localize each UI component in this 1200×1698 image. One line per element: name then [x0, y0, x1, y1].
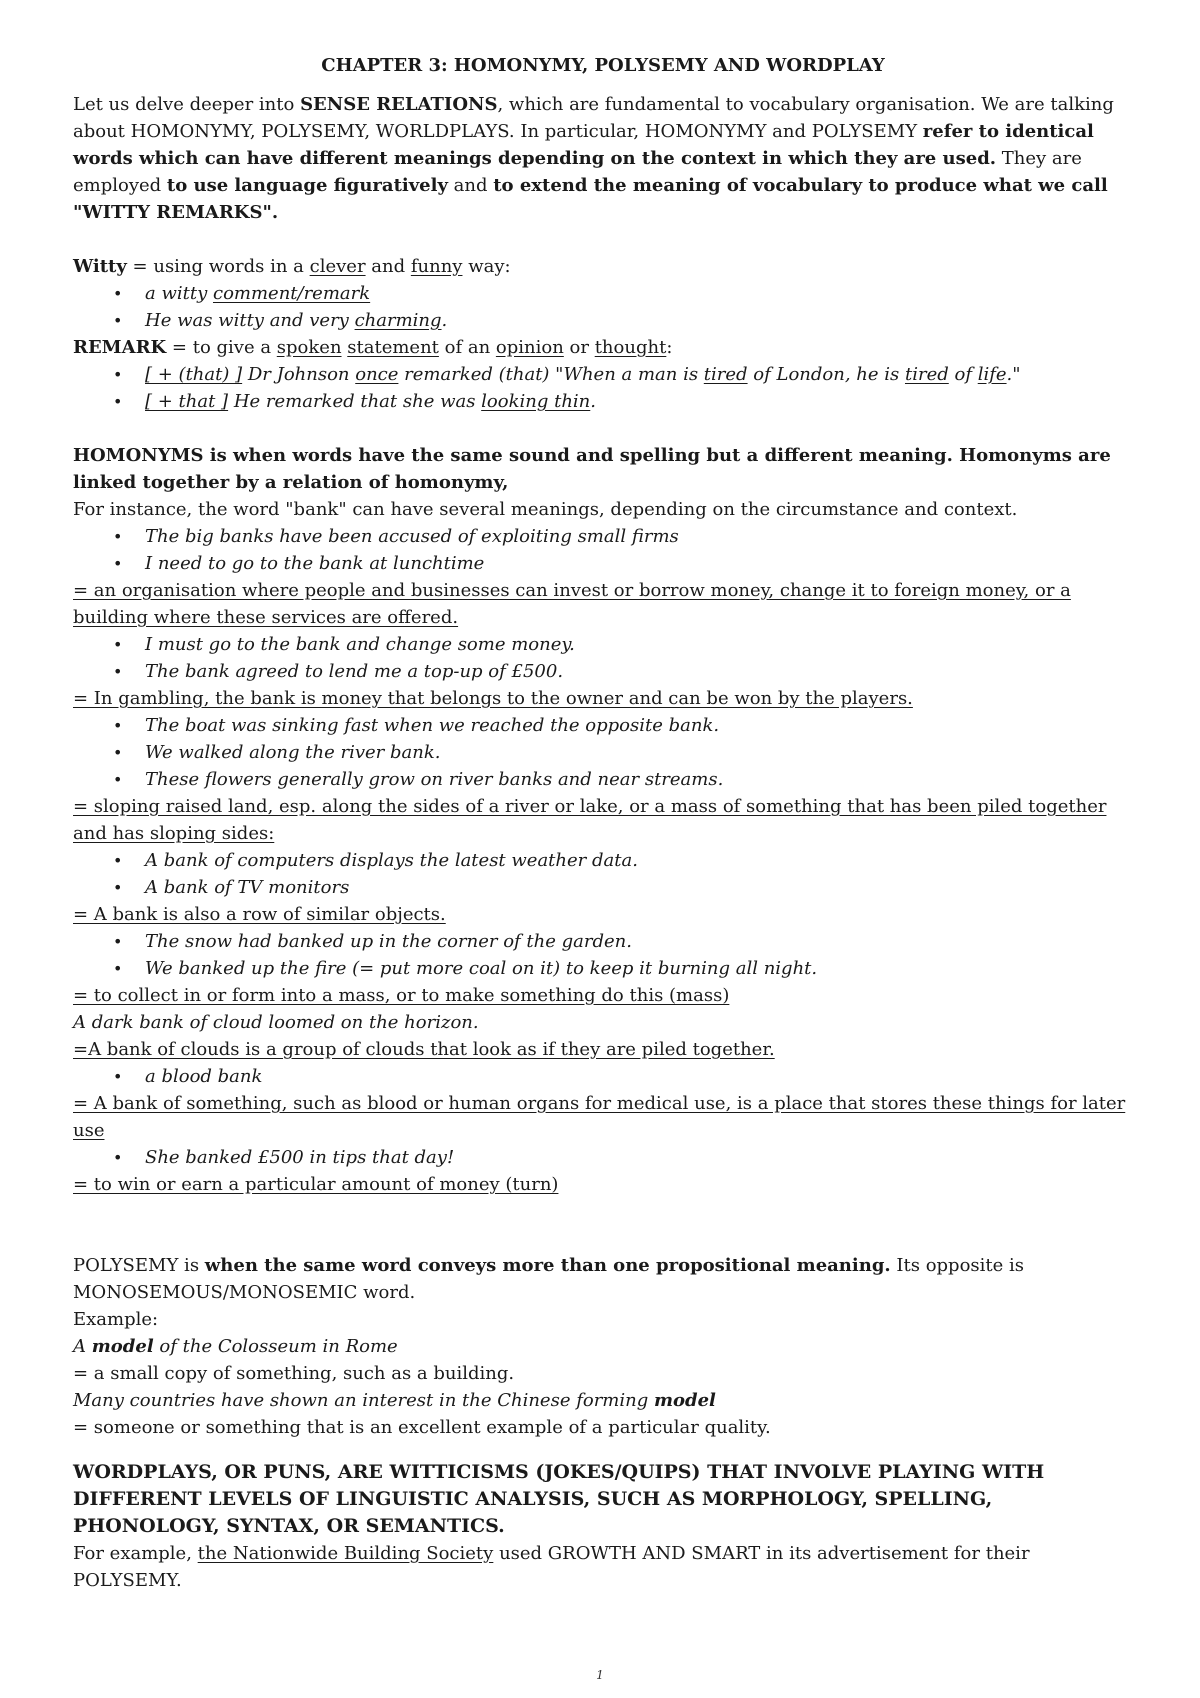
polysemy-definition-2: = someone or something that is an excellent example of a particular quality.	[73, 1417, 771, 1438]
underlined-word: once	[355, 364, 399, 385]
list-item: • A bank of TV monitors	[73, 874, 1133, 901]
bank-examples-5	[73, 928, 1133, 982]
example-text: of	[948, 364, 978, 385]
bank-examples-7	[73, 1063, 1133, 1090]
underlined-word: statement	[347, 337, 439, 358]
list-item	[73, 307, 1133, 334]
intro-text: They are employed	[73, 148, 1082, 196]
intro-bold-phrase: to extend the meaning of vocabulary to produce what we call "WITTY REMARKS".	[73, 175, 1108, 223]
polysemy-definition-1: = a small copy of something, such as a building.	[73, 1363, 515, 1384]
example-label: Example:	[73, 1309, 159, 1330]
example-text: .	[590, 391, 597, 412]
list-item: • The boat was sinking fast when we reached the opposite bank.	[73, 712, 1133, 739]
bank-definition-4: = A bank is also a row of similar objects.	[73, 904, 446, 925]
page-number: 1	[596, 1668, 604, 1682]
polysemy-paragraph	[73, 1252, 1133, 1306]
intro-bold-term: SENSE RELATIONS	[300, 94, 498, 115]
definition-text: = to give a	[166, 337, 277, 358]
underlined-word: funny	[410, 256, 463, 277]
intro-text: Let us delve deeper into	[73, 94, 301, 115]
witty-term: Witty	[73, 256, 127, 277]
intro-bold-definition: refer to identical words which can have different meanings depending on the context in which they are used.	[73, 121, 1094, 169]
example-text: ."	[1006, 364, 1021, 385]
example-text: .	[441, 310, 448, 331]
example-text: a witty	[145, 283, 213, 304]
underlined-word: clever	[309, 256, 366, 277]
chapter-title: CHAPTER 3: HOMONYMY, POLYSEMY AND WORDPLAY	[321, 55, 885, 76]
definition-text: or	[563, 337, 595, 358]
grammar-pattern: [ + that ]	[145, 391, 229, 412]
example-text: Dr Johnson	[242, 364, 356, 385]
definition-text: = using words in a	[126, 256, 310, 277]
homonyms-intro: For instance, the word "bank" can have several meanings, depending on the circumstance and context.	[73, 499, 1018, 520]
intro-bold-phrase: to use language figuratively	[166, 175, 448, 196]
underlined-word: looking thin	[481, 391, 591, 412]
remark-term: REMARK	[73, 337, 167, 358]
definition-text: :	[666, 337, 673, 358]
bank-definition-3: = sloping raised land, esp. along the sides of a river or lake, or a mass of something that has been piled together and has sloping sides:	[73, 796, 1107, 844]
bank-definition-5: = to collect in or form into a mass, or to make something do this (mass)	[73, 985, 730, 1006]
bank-definition-8: = to win or earn a particular amount of money (turn)	[73, 1174, 559, 1195]
intro-text: and	[447, 175, 494, 196]
underlined-word: comment/remark	[212, 283, 371, 304]
polysemy-text: Its opposite is MONOSEMOUS/MONOSEMIC word.	[73, 1255, 1025, 1303]
underlined-word: life	[977, 364, 1007, 385]
grammar-pattern: [ + (that) ]	[145, 364, 243, 385]
example-text: A	[73, 1336, 92, 1357]
bank-examples-8	[73, 1144, 1133, 1171]
underlined-word: tired	[703, 364, 748, 385]
definition-text: way:	[462, 256, 511, 277]
homonyms-heading-text: HOMONYMS is when words have the same sound and spelling but a different meaning. Homonyms are linked together by a relation of homonymy,	[73, 445, 1111, 493]
underlined-word: opinion	[495, 337, 564, 358]
intro-text: , which are fundamental to vocabulary organisation. We are talking about HOMONYMY, POLYSEMY, WORLDPLAYS. In particular, HOMONYMY and POLYSEMY	[73, 94, 1114, 142]
example-text: Many countries have shown an interest in the Chinese forming	[73, 1390, 654, 1411]
example-keyword: model	[91, 1336, 154, 1357]
bank-examples-3	[73, 712, 1133, 793]
bank-examples-4	[73, 847, 1133, 901]
homonyms-heading	[73, 442, 1133, 496]
list-item	[73, 280, 1133, 307]
bank-example-6: A dark bank of cloud loomed on the horizon.	[73, 1012, 479, 1033]
bank-examples-1	[73, 523, 1133, 577]
example-keyword: model	[653, 1390, 716, 1411]
remark-definition	[73, 334, 1133, 361]
underlined-word: tired	[904, 364, 949, 385]
list-item: • The snow had banked up in the corner of the garden.	[73, 928, 1133, 955]
example-text: of London, he is	[747, 364, 905, 385]
definition-text: and	[365, 256, 411, 277]
wordplays-example	[73, 1540, 1133, 1594]
list-item: • These flowers generally grow on river banks and near streams.	[73, 766, 1133, 793]
polysemy-bold-definition: when the same word conveys more than one propositional meaning.	[204, 1255, 891, 1276]
list-item: • I must go to the bank and change some money.	[73, 631, 1133, 658]
bank-definition-1: = an organisation where people and businesses can invest or borrow money, change it to foreign money, or a building where these services are offered.	[73, 580, 1071, 628]
document-content	[73, 52, 1133, 1594]
list-item	[73, 388, 1133, 415]
list-item: • The bank agreed to lend me a top-up of £500.	[73, 658, 1133, 685]
polysemy-example-1	[73, 1333, 1133, 1360]
wordplays-heading: WORDPLAYS, OR PUNS, ARE WITTICISMS (JOKES/QUIPS) THAT INVOLVE PLAYING WITH DIFFERENT LEVELS OF LINGUISTIC ANALYSIS, SUCH AS MORPHOLOGY, SPELLING, PHONOLOGY, SYNTAX, OR SEMANTICS.	[73, 1461, 1045, 1537]
list-item: • We banked up the fire (= put more coal on it) to keep it burning all night.	[73, 955, 1133, 982]
wordplays-text: used GROWTH AND SMART in its advertisement for their POLYSEMY.	[73, 1543, 1030, 1591]
list-item: • The big banks have been accused of exploiting small firms	[73, 523, 1133, 550]
example-text: He remarked that she was	[228, 391, 482, 412]
list-item: • I need to go to the bank at lunchtime	[73, 550, 1133, 577]
witty-definition	[73, 253, 1133, 280]
bank-definition-2: = In gambling, the bank is money that belongs to the owner and can be won by the players.	[73, 688, 913, 709]
list-item: • She banked £500 in tips that day!	[73, 1144, 1133, 1171]
bank-examples-2	[73, 631, 1133, 685]
list-item: • A bank of computers displays the latest weather data.	[73, 847, 1133, 874]
example-text: of the Colosseum in Rome	[153, 1336, 398, 1357]
underlined-name: the Nationwide Building Society	[197, 1543, 494, 1564]
list-item	[73, 361, 1133, 388]
example-text: remarked (that) "When a man is	[398, 364, 704, 385]
intro-paragraph	[73, 91, 1133, 226]
bank-definition-7: = A bank of something, such as blood or human organs for medical use, is a place that stores these things for later use	[73, 1093, 1126, 1141]
example-text: He was witty and very	[145, 310, 355, 331]
definition-text: of an	[438, 337, 496, 358]
polysemy-text: POLYSEMY is	[73, 1255, 205, 1276]
wordplays-text: For example,	[73, 1543, 198, 1564]
underlined-word: thought	[594, 337, 667, 358]
remark-examples	[73, 361, 1133, 415]
list-item: • We walked along the river bank.	[73, 739, 1133, 766]
list-item: • a blood bank	[73, 1063, 1133, 1090]
underlined-word: spoken	[276, 337, 342, 358]
witty-examples	[73, 280, 1133, 334]
underlined-word: charming	[354, 310, 442, 331]
polysemy-example-2	[73, 1387, 1133, 1414]
bank-definition-6: =A bank of clouds is a group of clouds that look as if they are piled together.	[73, 1039, 775, 1060]
